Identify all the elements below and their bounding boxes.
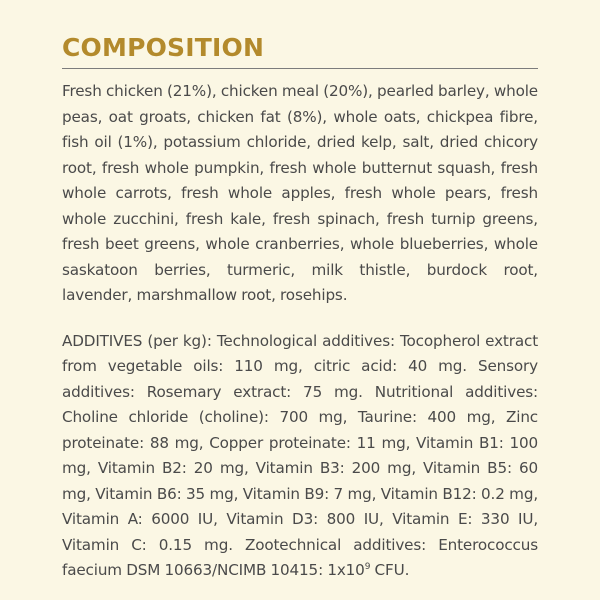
- exponent: 9: [364, 562, 371, 572]
- additives-paragraph: [62, 329, 538, 584]
- section-title: COMPOSITION: [62, 33, 265, 62]
- additives-unit: CFU.: [370, 561, 410, 579]
- additives-text: ADDITIVES (per kg): Technological additives: Tocopherol extract from vegetable oils: 110 mg, citric acid: 40 mg. Sensory additives: Rosemary extract: 75 mg. Nutritional additives: Choline chloride (choline): 700 mg, Taurine: 400 mg, Zinc proteinate: 88 mg, Copper proteinate: 11 mg, Vitamin B1: 100 mg, Vitamin B2: 20 mg, Vitamin B3: 200 mg, Vitamin B5: 60 mg, Vitamin B6: 35 mg, Vitamin B9: 7 mg, Vitamin B12: 0.2 mg, Vitamin A: 6000 IU, Vitamin D3: 800 IU, Vitamin E: 330 IU, Vitamin C: 0.15 mg. Zootechnical additives: Enterococcus faecium DSM 10663/NCIMB 10415: 1x10: [62, 331, 538, 579]
- composition-paragraph: Fresh chicken (21%), chicken meal (20%), pearled barley, whole peas, oat groats, chicken fat (8%), whole oats, chickpea fibre, fish oil (1%), potassium chloride, dried kelp, salt, dried chicory root, fresh whole pumpkin, fresh whole butternut squash, fresh whole carrots, fresh whole apples, fresh whole pears, fresh whole zucchini, fresh kale, fresh spinach, fresh turnip greens, fresh beet greens, whole cranberries, whole blueberries, whole saskatoon berries, turmeric, milk thistle, burdock root, lavender, marshmallow root, rosehips.: [62, 82, 538, 304]
- title-divider: [62, 68, 538, 69]
